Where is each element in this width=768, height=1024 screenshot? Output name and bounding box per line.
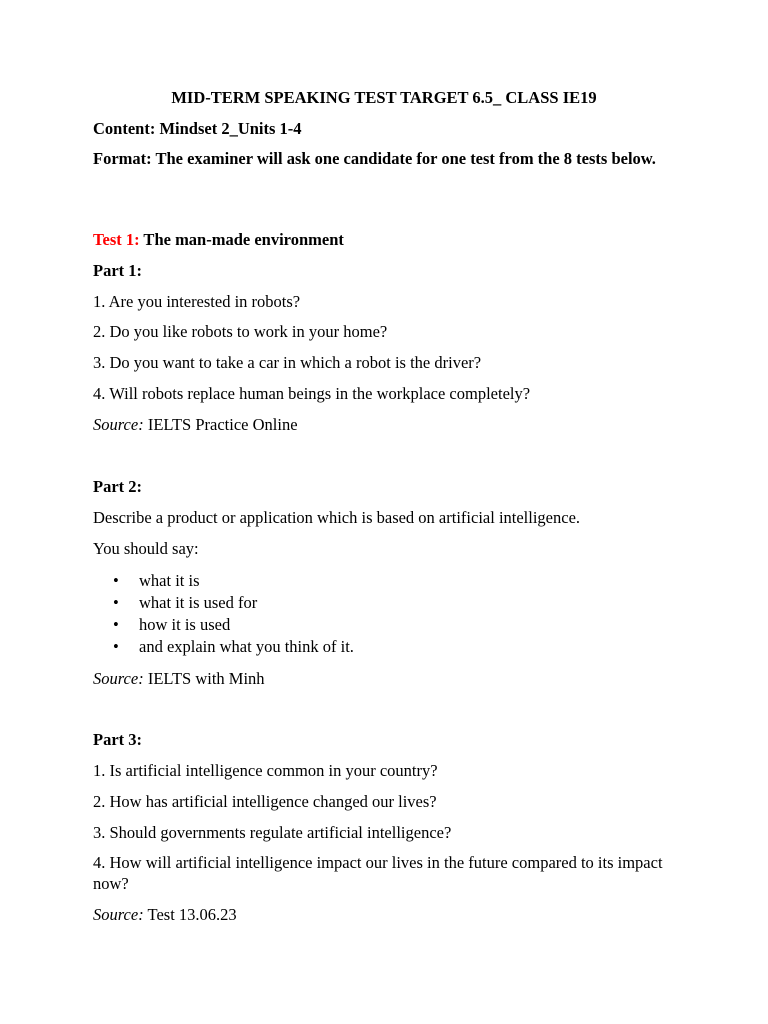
part-3-heading: Part 3:	[93, 730, 143, 749]
part-3-question: 3. Should governments regulate artificial intelligence?	[93, 823, 452, 842]
part-1-question: 3. Do you want to take a car in which a robot is the driver?	[93, 353, 482, 372]
part-3-question: 2. How has artificial intelligence changed our lives?	[93, 792, 437, 811]
test-1-label: Test 1:	[93, 230, 140, 249]
bullet-icon: •	[113, 593, 119, 612]
source-label: Source:	[93, 905, 144, 924]
part-1-heading: Part 1:	[93, 261, 143, 280]
bullet-icon: •	[113, 615, 119, 634]
bullet-text: what it is	[139, 571, 200, 590]
bullet-text: and explain what you think of it.	[139, 637, 354, 656]
content-label: Content: Mindset 2_Units 1-4	[93, 119, 302, 138]
bullet-icon: •	[113, 637, 119, 656]
test-1-topic: The man-made environment	[139, 230, 344, 249]
part-1-question: 2. Do you like robots to work in your home?	[93, 322, 388, 341]
part-1-question: 1. Are you interested in robots?	[93, 292, 301, 311]
part-3-question: 4. How will artificial intelligence impact our lives in the future compared to its impact now?	[93, 853, 663, 893]
bullet-text: what it is used for	[139, 593, 258, 612]
part-2-heading: Part 2:	[93, 477, 143, 496]
test-1-heading	[93, 229, 683, 250]
part-2-source	[93, 668, 683, 689]
part-2-say: You should say:	[93, 539, 199, 558]
source-value: IELTS Practice Online	[143, 415, 298, 434]
source-value: IELTS with Minh	[143, 669, 265, 688]
part-1-source	[93, 414, 683, 435]
format-label: Format: The examiner will ask one candidate for one test from the 8 tests below.	[93, 149, 656, 168]
bullet-icon: •	[113, 571, 119, 590]
source-label: Source:	[93, 669, 144, 688]
source-label: Source:	[93, 415, 144, 434]
part-2-prompt: Describe a product or application which is based on artificial intelligence.	[93, 508, 581, 527]
part-1-question: 4. Will robots replace human beings in the workplace completely?	[93, 384, 531, 403]
bullet-text: how it is used	[139, 615, 231, 634]
source-value: Test 13.06.23	[143, 905, 237, 924]
part-3-source	[93, 904, 683, 925]
page-title: MID-TERM SPEAKING TEST TARGET 6.5_ CLASS IE19	[171, 88, 597, 107]
part-3-question: 1. Is artificial intelligence common in your country?	[93, 761, 438, 780]
